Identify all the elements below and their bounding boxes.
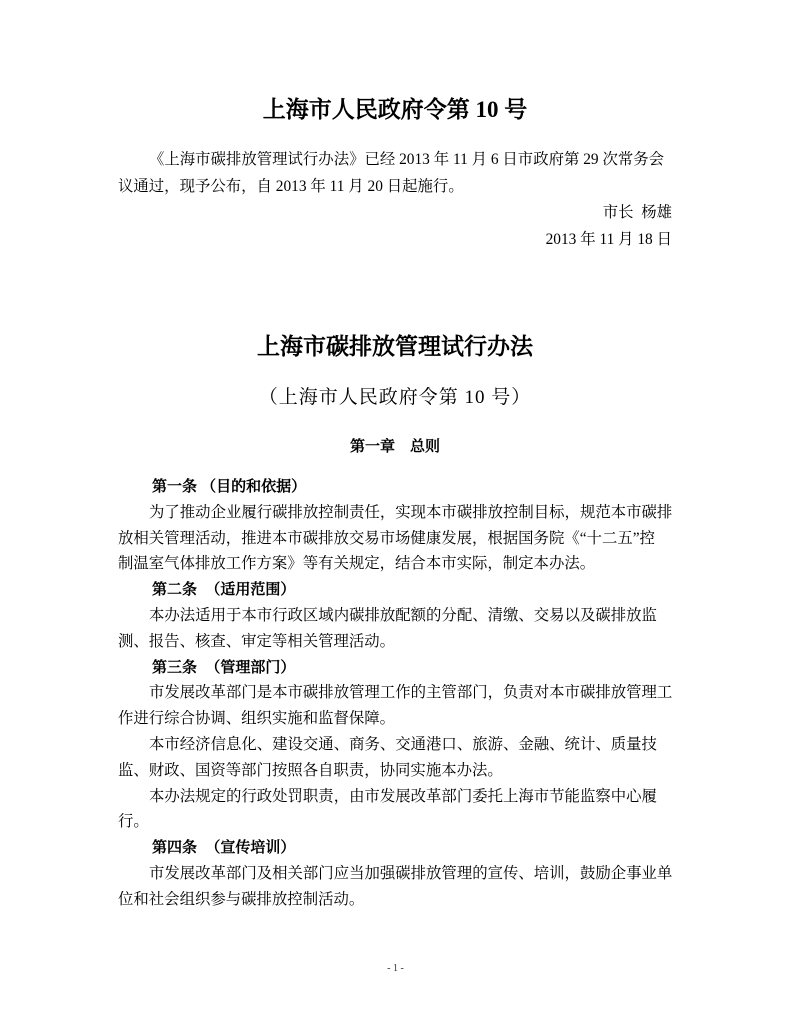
articles-section [118,474,672,913]
article-heading: 第一条 （目的和依据） [152,478,307,495]
article-paragraph [118,603,672,655]
decree-date: 2013 年 11 月 18 日 [545,230,672,248]
paragraph-line: 本办法适用于本市行政区域内碳排放配额的分配、清缴、交易以及碳排放监 [149,606,657,624]
regulation-title: 上海市碳排放管理试行办法 [257,334,533,359]
paragraph-line: 市发展改革部门是本市碳排放管理工作的主管部门，负责对本市碳排放管理工 [149,684,673,702]
paragraph-line: 作进行综合协调、组织实施和监督保障。 [118,710,396,728]
paragraph-line: 行。 [118,813,149,831]
article-paragraph [118,861,672,913]
paragraph-line: 测、报告、核查、审定等相关管理活动。 [118,632,396,650]
article-paragraph [118,500,672,577]
decree-body-line: 议通过，现予公布，自 2013 年 11 月 20 日起施行。 [118,177,464,195]
decree-title: 上海市人民政府令第 10 号 [262,97,528,122]
article-paragraph [118,732,672,784]
article-paragraph [118,680,672,732]
paragraph-line: 监、财政、国资等部门按照各自职责，协同实施本办法。 [118,761,503,779]
article-heading: 第三条 （管理部门） [152,658,296,676]
decree-body [118,147,672,253]
paragraph-line: 市发展改革部门及相关部门应当加强碳排放管理的宣传、培训，鼓励企事业单 [149,864,673,882]
article-heading: 第二条 （适用范围） [152,581,296,599]
paragraph-line: 制温室气体排放工作方案》等有关规定，结合本市实际，制定本办法。 [118,555,596,573]
paragraph-line: 本办法规定的行政处罚职责，由市发展改革部门委托上海市节能监察中心履 [149,787,657,805]
paragraph-line: 本市经济信息化、建设交通、商务、交通港口、旅游、金融、统计、质量技 [149,735,657,753]
paragraph-line: 为了推动企业履行碳排放控制责任，实现本市碳排放控制目标，规范本市碳排 [149,503,673,521]
decree-signatory: 市长 杨雄 [602,204,672,221]
paragraph-line: 放相关管理活动，推进本市碳排放交易市场健康发展，根据国务院《“十二五”控 [118,529,655,547]
page-number: - 1 - [387,963,404,974]
regulation-subtitle: （上海市人民政府令第 10 号） [258,387,532,408]
chapter-heading: 第一章 总则 [349,438,440,455]
article-paragraph [118,784,672,836]
article-heading: 第四条 （宣传培训） [152,839,296,857]
paragraph-line: 位和社会组织参与碳排放控制活动。 [118,890,365,908]
decree-body-line: 《上海市碳排放管理试行办法》已经 2013 年 11 月 6 日市政府第 29 次常务会 [149,151,665,168]
